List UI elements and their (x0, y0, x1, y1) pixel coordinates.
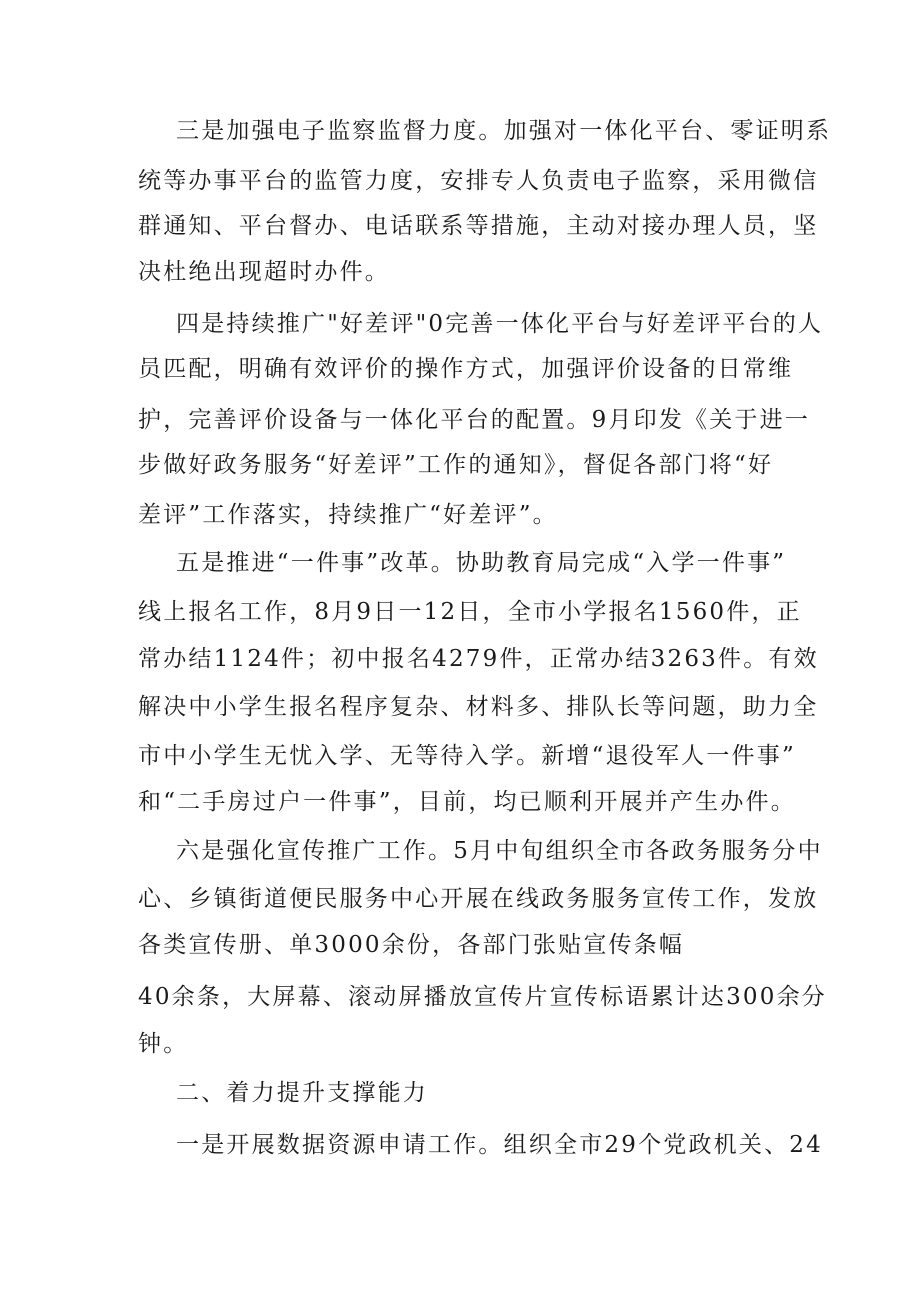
paragraph-4-line-2: 心、乡镇街道便民服务中心开展在线政务服务宣传工作，发放 (138, 886, 819, 912)
paragraph-4-line-5: 钟。 (138, 1031, 189, 1057)
paragraph-2-line-3: 护，完善评价设备与一体化平台的配置。9月印发《关于进一 (138, 407, 811, 433)
paragraph-3-line-5: 市中小学生无忧入学、无等待入学。新增“退役军人一件事” (138, 743, 796, 769)
paragraph-3-line-1: 五是推进“一件事”改革。协助教育局完成“入学一件事” (176, 550, 787, 576)
paragraph-2-line-1: 四是持续推广"好差评"0完善一体化平台与好差评平台的人 (176, 311, 824, 337)
paragraph-1-line-2: 统等办事平台的监管力度，安排专人负责电子监察，采用微信 (138, 168, 819, 194)
paragraph-5-line-1: 一是开展数据资源申请工作。组织全市29个党政机关、24 (176, 1132, 823, 1158)
paragraph-3-line-2: 线上报名工作，8月9日一12日，全市小学报名1560件，正 (138, 599, 802, 625)
paragraph-2-line-2: 员匹配，明确有效评价的操作方式，加强评价设备的日常维 (138, 356, 794, 382)
paragraph-1-line-3: 群通知、平台督办、电话联系等措施，主动对接办理人员，坚 (138, 213, 819, 239)
paragraph-2-line-5: 差评”工作落实，持续推广“好差评”。 (138, 502, 558, 528)
section-heading: 二、着力提升支撑能力 (176, 1080, 428, 1106)
paragraph-3-line-6: 和“二手房过户一件事”，目前，均已顺利开展并产生办件。 (138, 789, 796, 815)
paragraph-1-line-4: 决杜绝出现超时办件。 (138, 259, 390, 285)
paragraph-3-line-3: 常办结1124件；初中报名4279件，正常办结3263件。有效 (138, 646, 819, 672)
paragraph-1-line-1: 三是加强电子监察监督力度。加强对一体化平台、零证明系 (176, 118, 832, 144)
paragraph-4-line-4: 40余条，大屏幕、滚动屏播放宣传片宣传标语累计达300余分 (138, 984, 827, 1010)
paragraph-4-line-3: 各类宣传册、单3000余份，各部门张贴宣传条幅 (138, 932, 685, 958)
paragraph-3-line-4: 解决中小学生报名程序复杂、材料多、排队长等问题，助力全 (138, 694, 819, 720)
paragraph-4-line-1: 六是强化宣传推广工作。5月中旬组织全市各政务服务分中 (176, 838, 823, 864)
paragraph-2-line-4: 步做好政务服务“好差评”工作的通知》，督促各部门将“好 (138, 452, 774, 478)
